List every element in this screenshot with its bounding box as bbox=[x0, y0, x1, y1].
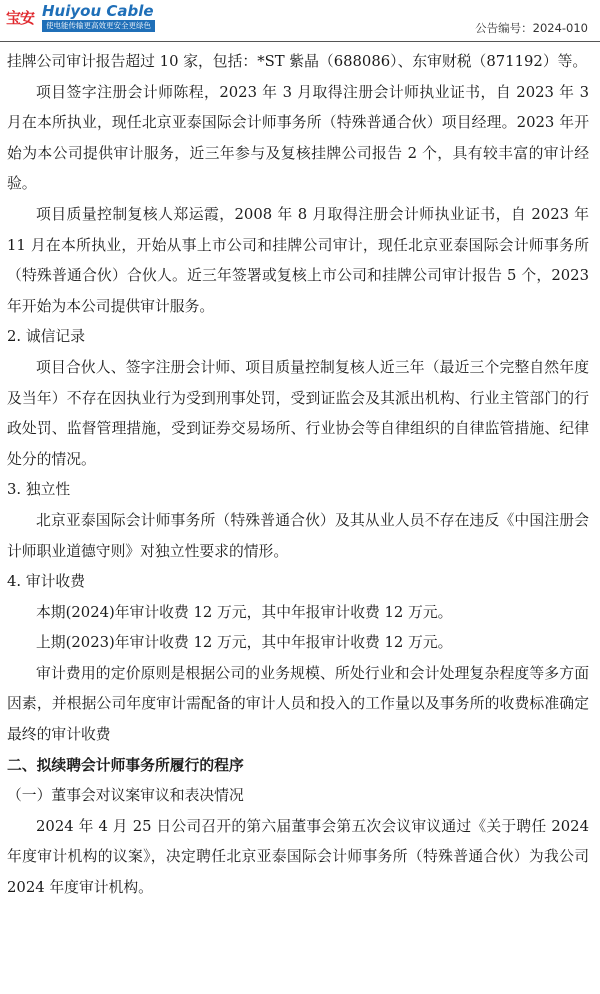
section-heading-procedure: 二、拟续聘会计师事务所履行的程序 bbox=[7, 756, 244, 774]
paragraph-signing-cpa: 项目签字注册会计师陈程，2023 年 3 月取得注册会计师执业证书，自 2023 年 3 月在本所执业，现任北京亚泰国际会计师事务所（特殊普通合伙）项目经理。2023 年开始为本公司提供审计服务，近三年参与及复核挂牌公司报告 2 个，具有较丰富的审计经验。 bbox=[7, 83, 589, 193]
paragraph-integrity: 项目合伙人、签字注册会计师、项目质量控制复核人近三年（最近三个完整自然年度及当年）不存在因执业行为受到刑事处罚，受到证监会及其派出机构、行业主管部门的行政处罚、监督管理措施，受到证券交易场所、行业协会等自律组织的自律监管措施、纪律处分的情况。 bbox=[7, 358, 589, 468]
logo-brand-name: Huiyou Cable bbox=[42, 2, 154, 20]
page-header bbox=[0, 0, 600, 44]
section-heading-audit-fees: 4. 审计收费 bbox=[7, 573, 86, 591]
section-heading-independence: 3. 独立性 bbox=[7, 481, 71, 499]
paragraph-fee-pricing: 审计费用的定价原则是根据公司的业务规模、所处行业和会计处理复杂程度等多方面因素，并根据公司年度审计需配备的审计人员和投入的工作量以及事务所的收费标准确定最终的审计收费 bbox=[7, 664, 589, 744]
header-divider bbox=[0, 41, 600, 42]
notice-number: 公告编号：2024-010 bbox=[475, 21, 588, 35]
paragraph-independence: 北京亚泰国际会计师事务所（特殊普通合伙）及其从业人员不存在违反《中国注册会计师职业道德守则》对独立性要求的情形。 bbox=[7, 511, 589, 560]
paragraph-fee-previous: 上期(2023)年审计收费 12 万元，其中年报审计收费 12 万元。 bbox=[36, 634, 453, 652]
logo-mark: 宝安 bbox=[6, 9, 35, 27]
paragraph-continued: 挂牌公司审计报告超过 10 家，包括：*ST 紫晶（688086）、东审财税（871192）等。 bbox=[7, 53, 588, 70]
paragraph-quality-reviewer: 项目质量控制复核人郑运霞，2008 年 8 月取得注册会计师执业证书，自 2023 年 11 月在本所执业，开始从事上市公司和挂牌公司审计，现任北京亚泰国际会计师事务所（特殊普通合伙）合伙人。近三年签署或复核上市公司和挂牌公司审计报告 5 个，2023 年开始为本公司提供审计服务。 bbox=[7, 205, 589, 315]
logo-slogan: 使电能传输更高效更安全更绿色 bbox=[42, 20, 155, 32]
subsection-heading-board: （一）董事会对议案审议和表决情况 bbox=[7, 787, 244, 805]
company-logo bbox=[6, 3, 156, 33]
paragraph-board-resolution: 2024 年 4 月 25 日公司召开的第六届董事会第五次会议审议通过《关于聘任 2024 年度审计机构的议案》，决定聘任北京亚泰国际会计师事务所（特殊普通合伙）为我公司 2024 年度审计机构。 bbox=[7, 817, 589, 897]
document-body bbox=[7, 47, 589, 904]
section-heading-integrity: 2. 诚信记录 bbox=[7, 328, 86, 346]
paragraph-fee-current: 本期(2024)年审计收费 12 万元，其中年报审计收费 12 万元。 bbox=[36, 603, 453, 621]
